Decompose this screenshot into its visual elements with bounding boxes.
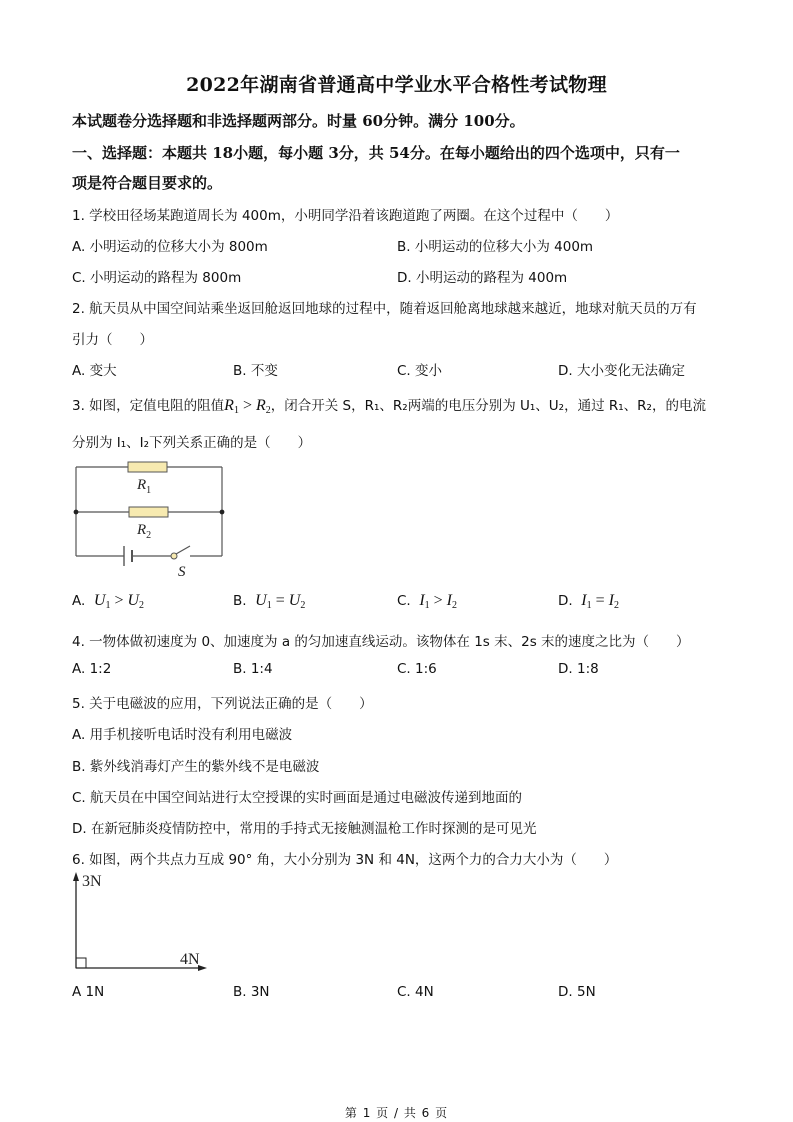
question-stem-line2: 引力（ ） [72,332,153,348]
arrow-up-icon [73,872,79,881]
section-heading-line2: 项是符合题目要求的。 [72,174,223,192]
option-c: C. 变小 [397,363,443,379]
stem-text-b: ，闭合开关 S，R₁、R₂两端的电压分别为 U₁、U₂，通过 R₁、R₂，的电流 [270,398,706,414]
option-d: D. $I_1 = I_2$ [558,592,619,611]
page-footer: 第 1 页 / 共 6 页 [344,1106,449,1120]
question-stem: 4. 一物体做初速度为 0、加速度为 a 的匀加速直线运动。该物体在 1s 末、2s 末的速度之比为（ ） [72,634,690,650]
option-c: C. $I_1 > I_2$ [397,592,457,611]
switch-pivot [171,553,177,559]
option-b: B. 不变 [233,363,278,379]
option-a: A. $U_1 > U_2$ [72,592,145,611]
resistor-r2 [129,507,168,517]
option-c: C. 航天员在中国空间站进行太空授课的实时画面是通过电磁波传递到地面的 [72,790,523,806]
option-d: D. 1:8 [558,661,599,677]
option-b: B. $U_1 = U_2$ [233,592,306,611]
option-d: D. 在新冠肺炎疫情防控中，常用的手持式无接触测温枪工作时探测的是可见光 [72,821,537,837]
label-r2: $R_2$ [137,522,152,541]
question-stem-line1 [72,394,706,416]
option-a: A. 用手机接听电话时没有利用电磁波 [72,727,293,743]
exam-intro: 本试题卷分选择题和非选择题两部分。时量 60分钟。满分 100分。 [72,112,525,130]
option-b: B. 紫外线消毒灯产生的紫外线不是电磁波 [72,759,320,775]
resistor-r1 [128,462,167,472]
label-switch: S [178,564,186,580]
option-a: A. 小明运动的位移大小为 800m [72,239,268,255]
question-stem: 6. 如图，两个共点力互成 90° 角，大小分别为 3N 和 4N，这两个力的合力大小为（ ） [72,852,618,868]
option-d: D. 小明运动的路程为 400m [397,270,568,286]
label-r1: $R_1$ [137,477,152,496]
option-c: C. 小明运动的路程为 800m [72,270,242,286]
option-b: B. 小明运动的位移大小为 400m [397,239,594,255]
label-3n: 3N [82,873,102,890]
section-heading-line1: 一、选择题：本题共 18小题，每小题 3分，共 54分。在每小题给出的四个选项中，只有一 [72,144,680,162]
option-c: C. 4N [397,984,434,1000]
stem-text-a: 3. 如图，定值电阻的阻值 [72,398,225,414]
option-b: B. 1:4 [233,661,273,677]
question-stem: 5. 关于电磁波的应用，下列说法正确的是（ ） [72,696,373,712]
question-stem-line1: 2. 航天员从中国空间站乘坐返回舱返回地球的过程中，随着返回舱离地球越来越近，地球对航天员的万有 [72,301,697,317]
question-stem-line2: 分别为 I₁、I₂下列关系正确的是（ ） [72,435,312,451]
force-diagram [70,870,220,975]
option-b: B. 3N [233,984,270,1000]
resistance-inequality: $R_1 > R_2$ [224,397,271,416]
option-d: D. 5N [558,984,596,1000]
option-a: A. 变大 [72,363,117,379]
circuit-diagram [70,458,230,580]
label-4n: 4N [180,951,200,968]
exam-title: 2022年湖南省普通高中学业水平合格性考试物理 [186,74,607,96]
question-stem: 1. 学校田径场某跑道周长为 400m，小明同学沿着该跑道跑了两圈。在这个过程中（ ） [72,208,619,224]
option-a: A 1N [72,984,105,1000]
option-d: D. 大小变化无法确定 [558,363,685,379]
option-a: A. 1:2 [72,661,112,677]
option-c: C. 1:6 [397,661,437,677]
